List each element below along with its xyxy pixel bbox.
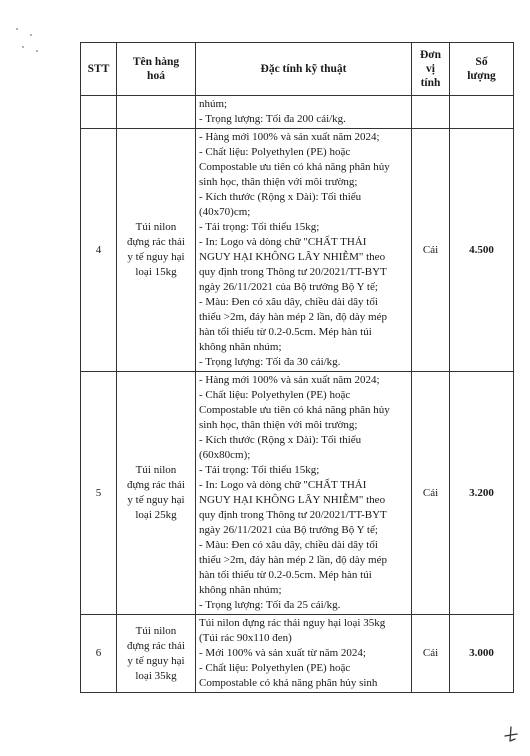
spec-line: - Chất liệu: Polyethylen (PE) hoặc xyxy=(199,146,351,158)
stt-cell xyxy=(81,96,117,129)
name-cell xyxy=(117,615,196,693)
spec-cell xyxy=(196,372,412,615)
spec-line: (40x70)cm; xyxy=(199,206,251,218)
spec-cell xyxy=(196,96,412,129)
name-line: đựng rác thải xyxy=(127,639,185,652)
table-row xyxy=(81,129,514,372)
spec-line: không nhăn nhúm; xyxy=(199,584,282,596)
spec-line: sinh học, thân thiện với môi trường; xyxy=(199,176,358,188)
unit-cell: Cái xyxy=(412,615,450,693)
table-row xyxy=(81,615,514,693)
qty-cell: 3.000 xyxy=(450,615,514,693)
spec-line: - Hàng mới 100% và sản xuất năm 2024; xyxy=(199,131,380,143)
spec-line: Compostable ưu tiên có khả năng phân hủy xyxy=(199,404,390,416)
spec-cell xyxy=(196,129,412,372)
spec-line: (Túi rác 90x110 đen) xyxy=(199,632,292,644)
spec-line: ngày 26/11/2021 của Bộ trưởng Bộ Y tế; xyxy=(199,281,378,293)
name-line: y tế nguy hại xyxy=(127,494,185,506)
spec-line: không nhăn nhúm; xyxy=(199,341,282,353)
spec-line: NGUY HẠI KHÔNG LÂY NHIỄM" theo xyxy=(199,494,386,506)
spec-line: quy định trong Thông tư 20/2021/TT-BYT xyxy=(199,509,387,521)
spec-line: - Kích thước (Rộng x Dài): Tối thiểu xyxy=(199,191,362,203)
spec-line: - In: Logo và dòng chữ "CHẤT THẢI xyxy=(199,236,367,248)
table-row xyxy=(81,372,514,615)
spec-cell xyxy=(196,615,412,693)
spec-line: - Chất liệu: Polyethylen (PE) hoặc xyxy=(199,662,351,674)
header-unit-line: vị xyxy=(426,63,435,75)
header-spec: Đặc tính kỹ thuật xyxy=(196,43,412,96)
spec-line: NGUY HẠI KHÔNG LÂY NHIỄM" theo xyxy=(199,251,386,263)
header-name-line: hoá xyxy=(147,70,165,82)
name-line: y tế nguy hại xyxy=(127,654,185,667)
spec-line: - Trọng lượng: Tối đa 25 cái/kg. xyxy=(199,599,341,611)
initial-signature-mark xyxy=(502,724,520,744)
stt-cell: 5 xyxy=(81,372,117,615)
spec-line: - Mới 100% và sản xuất từ năm 2024; xyxy=(199,647,366,659)
name-line: loại 25kg xyxy=(135,509,177,521)
name-line: loại 35kg xyxy=(135,669,177,682)
header-name-line: Tên hàng xyxy=(132,56,180,68)
header-qty-line: Số xyxy=(475,56,488,68)
stt-cell: 4 xyxy=(81,129,117,372)
spec-line: Compostable có khả năng phân hủy sinh xyxy=(199,677,378,689)
unit-cell: Cái xyxy=(412,372,450,615)
spec-line: - Tải trọng: Tối thiểu 15kg; xyxy=(199,221,320,233)
unit-cell: Cái xyxy=(412,129,450,372)
spec-line: - Trọng lượng: Tối đa 200 cái/kg. xyxy=(199,113,346,125)
unit-cell xyxy=(412,96,450,129)
spec-line: hàn tối thiểu từ 0.2-0.5cm. Mép hàn túi xyxy=(199,569,372,581)
scan-speckles xyxy=(12,26,42,56)
header-unit xyxy=(412,43,450,96)
spec-line: - Kích thước (Rộng x Dài): Tối thiểu xyxy=(199,434,362,446)
spec-line: - Chất liệu: Polyethylen (PE) hoặc xyxy=(199,389,351,401)
table-row-continuation xyxy=(81,96,514,129)
spec-line: thiểu >2m, đáy hàn mép 2 lần, độ dày mép xyxy=(199,554,387,566)
header-unit-line: Đơn xyxy=(419,49,442,61)
header-qty-line: lượng xyxy=(467,70,496,82)
specification-table xyxy=(80,42,514,693)
header-stt: STT xyxy=(81,43,117,96)
stt-cell: 6 xyxy=(81,615,117,693)
spec-line: sinh học, thân thiện với môi trường; xyxy=(199,419,358,431)
spec-line: quy định trong Thông tư 20/2021/TT-BYT xyxy=(199,266,387,278)
header-name xyxy=(117,43,196,96)
table-header-row xyxy=(81,43,514,96)
name-line: đựng rác thải xyxy=(127,479,185,491)
name-cell xyxy=(117,129,196,372)
spec-line: hàn tối thiểu từ 0.2-0.5cm. Mép hàn túi xyxy=(199,326,372,338)
spec-line: - Tải trọng: Tối thiểu 15kg; xyxy=(199,464,320,476)
name-line: Túi nilon xyxy=(135,221,177,233)
name-line: đựng rác thải xyxy=(127,236,185,248)
qty-cell: 4.500 xyxy=(450,129,514,372)
qty-cell: 3.200 xyxy=(450,372,514,615)
header-unit-line: tính xyxy=(420,77,441,89)
spec-line: Túi nilon đựng rác thải nguy hại loại 35kg xyxy=(199,617,386,629)
spec-line: - In: Logo và dòng chữ "CHẤT THẢI xyxy=(199,479,367,491)
spec-line: - Màu: Đen có xâu dây, chiều dài dây tối xyxy=(199,296,378,308)
name-line: Túi nilon xyxy=(135,624,177,637)
spec-line: nhúm; xyxy=(199,98,228,110)
spec-line: (60x80cm); xyxy=(199,449,251,461)
spec-line: Compostable ưu tiên có khả năng phân hủy xyxy=(199,161,390,173)
header-qty xyxy=(450,43,514,96)
spec-line: - Hàng mới 100% và sản xuất năm 2024; xyxy=(199,374,380,386)
spec-line: thiểu >2m, đáy hàn mép 2 lần, độ dày mép xyxy=(199,311,387,323)
name-cell xyxy=(117,96,196,129)
spec-line: - Màu: Đen có xâu dây, chiều dài dây tối xyxy=(199,539,378,551)
name-line: y tế nguy hại xyxy=(127,251,185,263)
name-line: Túi nilon xyxy=(135,464,177,476)
name-cell xyxy=(117,372,196,615)
name-line: loại 15kg xyxy=(135,266,177,278)
qty-cell xyxy=(450,96,514,129)
spec-line: - Trọng lượng: Tối đa 30 cái/kg. xyxy=(199,356,341,368)
spec-line: ngày 26/11/2021 của Bộ trưởng Bộ Y tế; xyxy=(199,524,378,536)
